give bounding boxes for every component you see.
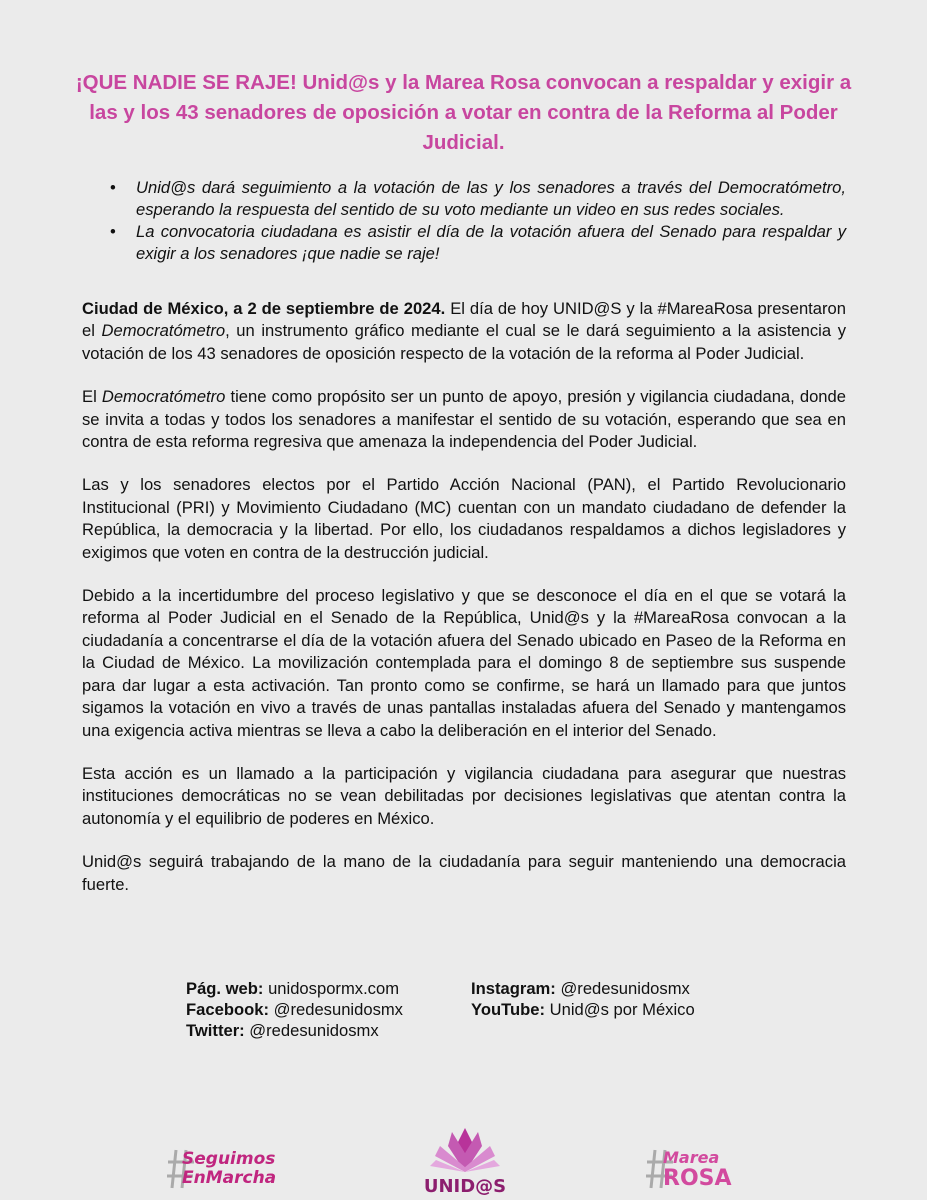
headline: ¡QUE NADIE SE RAJE! Unid@s y la Marea Rosa convocan a respaldar y exigir a las y los 43 senadores de oposición a votar en contra de la Reforma al Poder Judicial. bbox=[75, 71, 852, 154]
text: tiene como propósito ser un punto de apoyo, presión y vigilancia ciudadana, donde se invita a todas y todos los senadores a manifestar el sentido de su votación, esperando que sea en contra de esta reforma regresiva que amenaza la independencia del Poder Judicial. bbox=[82, 387, 846, 452]
lotus-icon bbox=[430, 1128, 500, 1174]
marea-rosa-logo bbox=[645, 1148, 755, 1192]
contact-youtube[interactable] bbox=[471, 999, 695, 1020]
paragraph bbox=[82, 386, 846, 453]
label: YouTube: bbox=[471, 1000, 546, 1019]
value: @redesunidosmx bbox=[244, 1021, 379, 1040]
contact-twitter[interactable] bbox=[186, 1020, 403, 1041]
seguimos-en-marcha-logo bbox=[166, 1148, 306, 1192]
unidos-logo bbox=[420, 1128, 510, 1197]
bullet-text: Unid@s dará seguimiento a la votación de las y los senadores a través del Democratómetro, esperando la respuesta del sentido de su voto mediante un video en sus redes sociales. bbox=[136, 178, 846, 219]
label: Twitter: bbox=[186, 1021, 245, 1040]
paragraph: Esta acción es un llamado a la participación y vigilancia ciudadana para asegurar que nuestras instituciones democráticas no se vean debilitadas por decisiones legislativas que atentan contra la autonomía y el equilibrio de poderes en México. bbox=[82, 763, 846, 828]
contact-facebook[interactable] bbox=[186, 999, 403, 1020]
paragraph bbox=[82, 298, 846, 365]
label: Facebook: bbox=[186, 1000, 269, 1019]
bullet-text: La convocatoria ciudadana es asistir el día de la votación afuera del Senado para respaldar y exigir a los senadores ¡que nadie se raje! bbox=[136, 222, 846, 263]
value: @redesunidosmx bbox=[555, 979, 690, 998]
text: ROSA bbox=[663, 1166, 732, 1191]
text: Marea bbox=[663, 1148, 720, 1167]
bullet-dot-icon: • bbox=[110, 178, 116, 197]
contact-web[interactable] bbox=[186, 978, 403, 999]
paragraph: Unid@s seguirá trabajando de la mano de la ciudadanía para seguir manteniendo una democracia fuerte. bbox=[82, 852, 846, 894]
bullet-dot-icon: • bbox=[110, 222, 116, 241]
dateline: Ciudad de México, a 2 de septiembre de 2024. bbox=[82, 299, 446, 318]
value: @redesunidosmx bbox=[269, 1000, 403, 1019]
value: Unid@s por México bbox=[545, 1000, 695, 1019]
text: El día de hoy UNID@S y la #MareaRosa presentaron el bbox=[82, 299, 846, 341]
paragraph: Debido a la incertidumbre del proceso legislativo y que se desconoce el día en el que se votará la reforma al Poder Judicial en el Senado de la República, Unid@s y la #MareaRosa convocan a la ciudadanía a concentrarse el día de la votación afuera del Senado ubicado en Paseo de la Reforma en la Ciudad de México. La movilización contemplada para el domingo 8 de septiembre sus suspende para dar lugar a esta activación. Tan pronto como se confirme, se hará un llamado para que juntos sigamos la votación en vivo a través de unas pantallas instaladas afuera del Senado y mantengamos una exigencia activa mientras se lleva a cabo la deliberación en el interior del Senado. bbox=[82, 586, 846, 740]
text: Democratómetro bbox=[101, 321, 226, 341]
text: Seguimos bbox=[182, 1149, 276, 1169]
unidos-wordmark: UNID@S bbox=[423, 1176, 507, 1197]
contacts-right bbox=[471, 978, 695, 1020]
text: El bbox=[82, 387, 102, 407]
paragraph: Las y los senadores electos por el Partido Acción Nacional (PAN), el Partido Revolucionario Institucional (PRI) y Movimiento Ciudadano (MC) cuentan con un mandato ciudadano de defender la República, la democracia y la libertad. Por ello, los ciudadanos respaldamos a dichos legisladores y exigimos que voten en contra de la destrucción judicial. bbox=[82, 475, 846, 562]
bullet-item bbox=[108, 221, 846, 265]
summary-bullets bbox=[108, 177, 846, 265]
label: Instagram: bbox=[471, 979, 556, 998]
label: Pág. web: bbox=[186, 979, 264, 998]
bullet-item bbox=[108, 177, 846, 221]
contacts-left bbox=[186, 978, 403, 1041]
contact-instagram[interactable] bbox=[471, 978, 695, 999]
body-text bbox=[82, 298, 846, 917]
value: unidospormx.com bbox=[263, 979, 400, 998]
text: Democratómetro bbox=[101, 387, 226, 407]
text: EnMarcha bbox=[182, 1168, 277, 1188]
text: , un instrumento gráfico mediante el cual se le dará seguimiento a la asistencia y votación de los 43 senadores de oposición respecto de la votación de la reforma al Poder Judicial. bbox=[82, 321, 846, 363]
